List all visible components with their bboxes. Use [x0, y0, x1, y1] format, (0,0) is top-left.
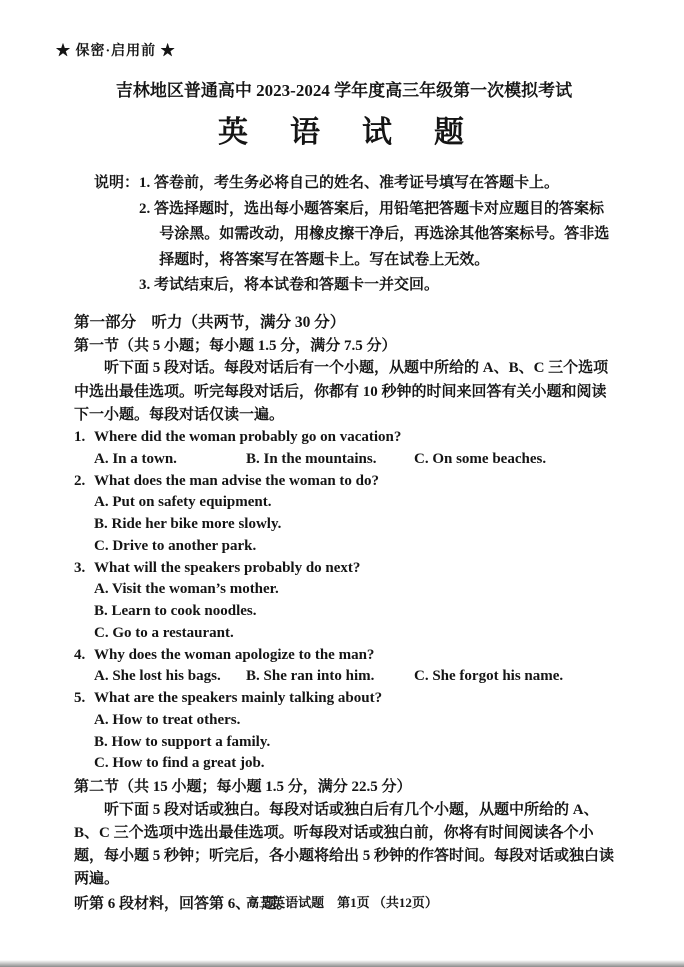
section1-instructions: 听下面 5 段对话。每段对话后有一个小题，从题中所给的 A、B、C 三个选项中选出最佳选项。听完每段对话后，你都有 10 秒钟的时间来回答有关小题和阅读下一小题。每段对话仅读一遍。 — [74, 360, 609, 423]
material-prompt: 听第 6 段材料，回答第 6、7 题。 — [74, 895, 292, 912]
question-1-options — [74, 449, 614, 471]
question-1-text: Where did the woman probably go on vacation? — [94, 429, 402, 445]
question-3-option-c: C. Go to a restaurant. — [94, 624, 234, 641]
note-item-3: 3. 考试结束后，将本试卷和答题卡一并交回。 — [139, 277, 440, 293]
question-2 — [74, 471, 614, 558]
question-4-option-b: B. She ran into him. — [246, 668, 375, 685]
question-5-text: What are the speakers mainly talking about? — [94, 690, 383, 706]
section2-instructions: 听下面 5 段对话或独白。每段对话或独白后有几个小题，从题中所给的 A、B、C 三个选项中选出最佳选项。听每段对话或独白前，你将有时间阅读各个小题，每小题 5 秒钟；听完后，各小题将给出 5 秒钟的作答时间。每段对话或独白读两遍。 — [74, 801, 615, 888]
question-3-text: What will the speakers probably do next? — [94, 559, 361, 576]
question-1-number: 1. — [74, 429, 86, 445]
question-5-stem — [74, 688, 614, 710]
note-item-1: 1. 答卷前，考生务必将自己的姓名、准考证号填写在答题卡上。 — [139, 175, 560, 191]
note-item-2: 2. 答选择题时，选出每小题答案后，用铅笔把答题卡对应题目的答案标号涂黑。如需改动，用橡皮擦干净后，再选涂其他答案标号。答非选择题时，将答案写在答题卡上。写在试卷上无效。 — [139, 200, 610, 268]
question-2-text: What does the man advise the woman to do? — [94, 472, 380, 489]
question-1-stem — [74, 427, 614, 449]
security-notice: ★ 保密·启用前 ★ — [56, 44, 176, 59]
question-2-number: 2. — [74, 472, 86, 489]
question-5-option-c: C. How to find a great job. — [94, 755, 265, 772]
question-1-option-a: A. In a town. — [94, 450, 177, 467]
question-3-number: 3. — [74, 559, 86, 576]
question-4-number: 4. — [74, 646, 86, 663]
question-1 — [74, 427, 614, 471]
question-5 — [74, 688, 614, 775]
exam-header-line: 吉林地区普通高中 2023-2024 学年度高三年级第一次模拟考试 — [115, 81, 573, 100]
question-2-option-a: A. Put on safety equipment. — [94, 494, 272, 511]
question-2-stem — [74, 471, 614, 493]
question-5-options — [74, 710, 614, 775]
question-4-stem — [74, 645, 614, 667]
question-3 — [74, 558, 614, 645]
question-1-option-b: B. In the mountains. — [246, 450, 377, 467]
question-4-text: Why does the woman apologize to the man? — [94, 646, 375, 663]
question-1-option-c: C. On some beaches. — [414, 450, 547, 467]
question-3-option-a: A. Visit the woman’s mother. — [94, 581, 279, 598]
notes-items — [139, 171, 614, 299]
question-4-option-a: A. She lost his bags. — [94, 668, 221, 685]
page-title: 英 语 试 题 — [218, 116, 470, 149]
question-5-option-b: B. How to support a family. — [94, 733, 271, 750]
question-3-option-b: B. Learn to cook noodles. — [94, 603, 257, 619]
question-5-option-a: A. How to treat others. — [94, 711, 241, 728]
scan-edge-shadow — [0, 960, 684, 967]
section1-heading: 第一节（共 5 小题；每小题 1.5 分，满分 7.5 分） — [74, 337, 397, 354]
question-2-option-b: B. Ride her bike more slowly. — [94, 516, 282, 532]
question-3-options — [74, 579, 614, 644]
part1-heading: 第一部分 听力（共两节，满分 30 分） — [74, 313, 346, 331]
question-5-number: 5. — [74, 690, 86, 706]
question-4 — [74, 645, 614, 689]
question-2-options — [74, 492, 614, 557]
page-footer: 高三英语试题 第1页 （共12页） — [246, 895, 438, 910]
exam-notes — [74, 171, 614, 299]
question-2-option-c: C. Drive to another park. — [94, 537, 257, 554]
question-4-options — [74, 666, 614, 688]
question-3-stem — [74, 558, 614, 580]
section2-heading: 第二节（共 15 小题；每小题 1.5 分，满分 22.5 分） — [74, 779, 412, 795]
question-4-option-c: C. She forgot his name. — [414, 668, 564, 685]
notes-label: 说明： — [94, 175, 140, 191]
